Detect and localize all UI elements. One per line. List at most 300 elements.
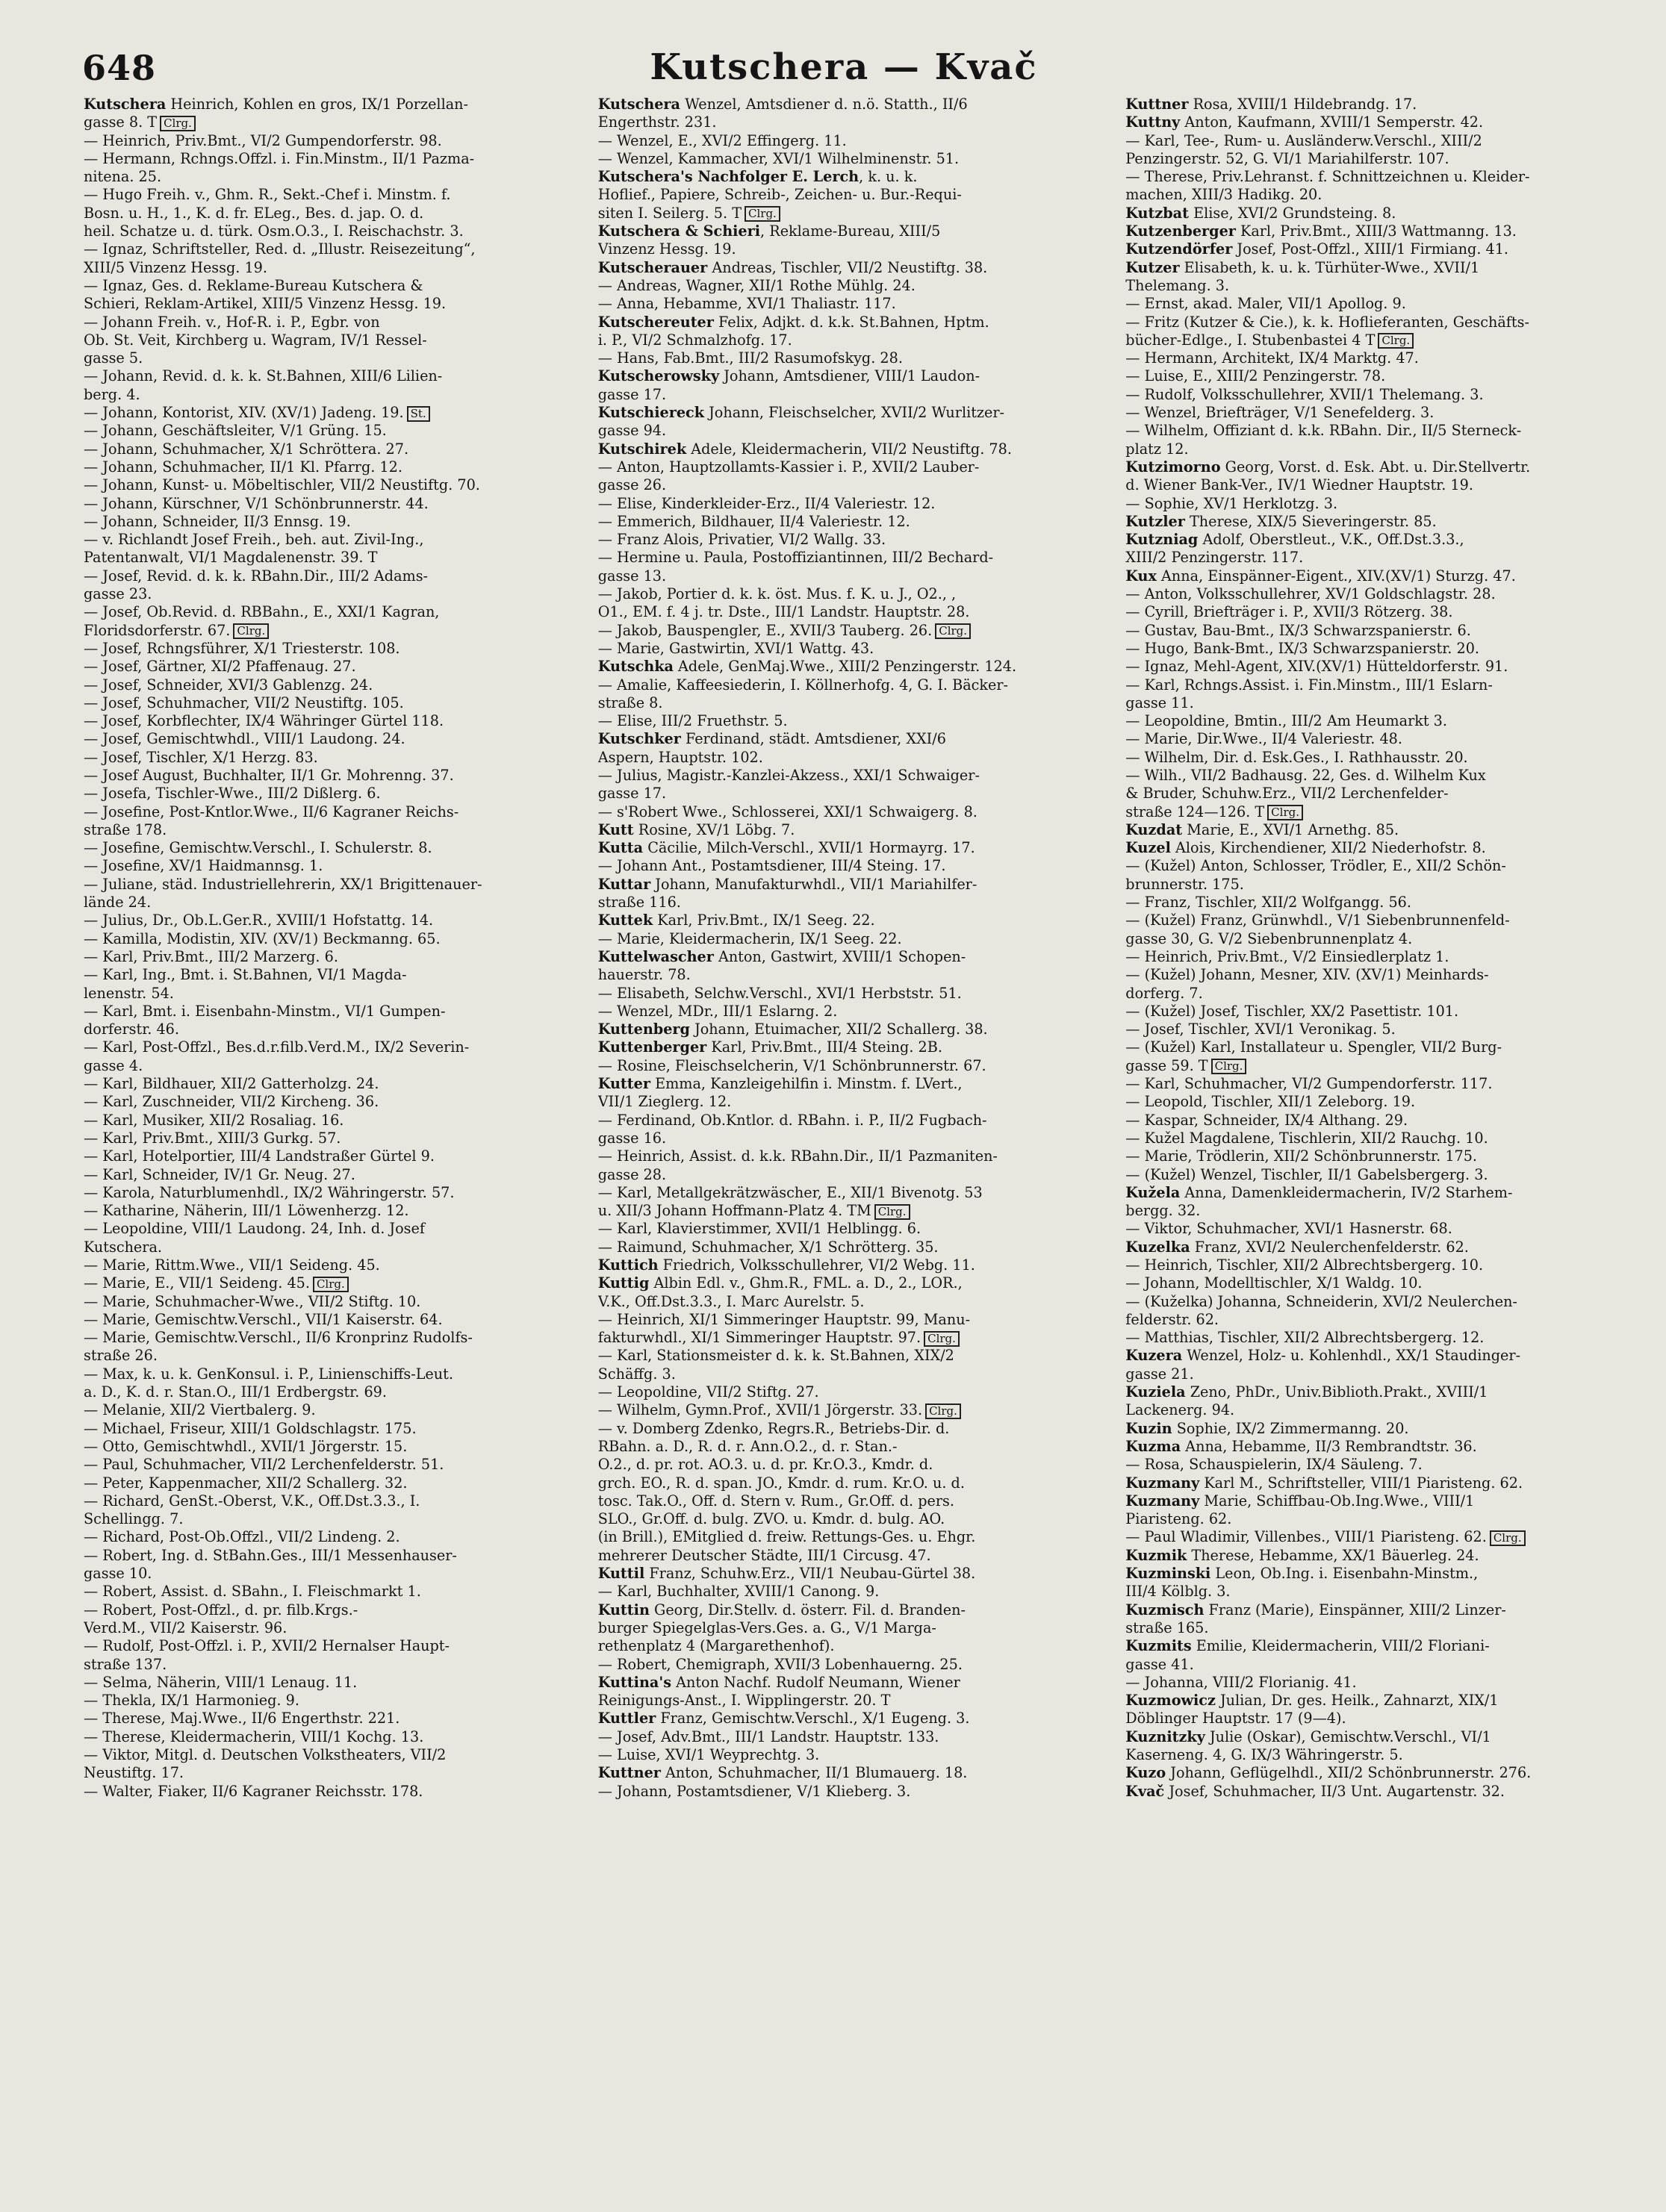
entry-line [1125,259,1622,277]
entry-line [1125,730,1622,748]
entry-text: — Josef, Ob.Revid. d. RBBahn., E., XXI/1 Kagran, [84,603,440,621]
entry-line [598,186,1108,204]
entry-text: — Josef, Gemischtwhdl., VIII/1 Laudong. 24. [84,730,405,748]
entry-text: — Robert, Post-Offzl., d. pr. filb.Krgs.- [84,1601,358,1619]
entry-text: — Jakob, Portier d. k. k. öst. Mus. f. K. u. J., O2., , [597,585,957,603]
entry-line [598,1710,1108,1727]
entry-text: dorferg. 7. [1125,984,1203,1002]
entry-text: — Heinrich, Priv.Bmt., V/2 Einsiedlerplatz 1. [1125,947,1449,965]
entry-line [1125,803,1622,821]
entry-line [84,1456,580,1474]
entry-text: mehrerer Deutscher Städte, III/1 Circusg. 47. [597,1546,931,1564]
entry-text: Anna, Einspänner-Eigent., XIV.(XV/1) Sturzg. 47. [1156,567,1516,585]
entry-headword: Kutzer [1125,258,1180,276]
entry-line [84,1311,580,1329]
entry-line [1125,531,1622,549]
entry-line [598,1147,1108,1165]
entry-text: gasse 21. [1125,1365,1194,1383]
entry-line [1125,694,1622,712]
entry-line [84,1075,580,1093]
entry-text: — Karl, Schneider, IV/1 Gr. Neug. 27. [84,1165,355,1183]
entry-line [1125,839,1622,857]
column-middle [598,96,1108,2186]
entry-text: Karl, Priv.Bmt., IX/1 Seeg. 22. [653,912,875,929]
entry-text: — Karl, Post-Offzl., Bes.d.r.filb.Verd.M., IX/2 Severin- [84,1038,470,1056]
entry-line [598,1202,1108,1220]
entry-text: — Josef, Schuhmacher, VII/2 Neustiftg. 105. [84,694,404,711]
entry-line [84,1038,580,1056]
running-head: Kutschera — Kvač [650,46,1038,88]
entry-line [1125,785,1622,803]
entry-text: — Selma, Näherin, VIII/1 Lenaug. 11. [84,1673,358,1691]
entry-text: — Karl, Bildhauer, XII/2 Gatterholzg. 24. [84,1075,379,1093]
entry-text: Schäffg. 3. [597,1365,676,1383]
entry-headword: Kux [1125,567,1157,585]
entry-line [1125,767,1622,785]
entry-text: Adele, Kleidermacherin, VII/2 Neustiftg. 78. [686,440,1012,458]
entry-text: Rosine, XV/1 Löbg. 7. [633,820,795,838]
entry-text: gasse 4. [84,1056,143,1074]
entry-line [598,349,1108,367]
entry-line [1125,404,1622,422]
entry-headword: Kutzler [1125,512,1185,530]
entry-text: — Heinrich, Priv.Bmt., VI/2 Gumpendorferstr. 98. [84,131,442,149]
columns [84,96,1622,2186]
entry-line [1125,168,1622,186]
entry-text: — Josef, Rchngsführer, X/1 Triesterstr. 108. [84,639,400,657]
entry-text: Franz, XVI/2 Neulerchenfelderstr. 62. [1190,1238,1469,1256]
entry-text: — Hermann, Architekt, IX/4 Marktg. 47. [1125,349,1419,367]
entry-text: Rosa, XVIII/1 Hildebrandg. 17. [1188,96,1417,113]
entry-text: straße 165. [1125,1619,1209,1636]
entry-text: — Robert, Assist. d. SBahn., I. Fleischmarkt 1. [84,1583,421,1601]
entry-text: Anton, Schuhmacher, II/1 Blumauerg. 18. [660,1764,968,1782]
entry-line [598,1383,1108,1401]
entry-text: — Karl, Ing., Bmt. i. St.Bahnen, VI/1 Magda- [84,966,407,984]
entry-line [598,1112,1108,1130]
entry-line [84,476,580,494]
entry-line [1125,367,1622,385]
entry-text: Ferdinand, städt. Amtsdiener, XXI/6 [680,730,946,748]
entry-headword: Kuzel [1125,839,1171,857]
entry-text: — Karl, Priv.Bmt., XIII/3 Gurkg. 57. [84,1129,341,1147]
entry-line [598,1075,1108,1093]
entry-line [1125,1710,1622,1727]
entry-line [84,440,580,458]
entry-text: — Wenzel, Briefträger, V/1 Senefelderg. 3. [1125,404,1435,422]
entry-text: — Viktor, Mitgl. d. Deutschen Volkstheaters, VII/2 [84,1746,447,1764]
entry-line [84,1656,580,1674]
entry-line [598,458,1108,476]
entry-text: — Rosa, Schauspielerin, IX/4 Säuleng. 7. [1125,1456,1423,1474]
entry-line [1125,1274,1622,1292]
entry-text: — Franz, Tischler, XII/2 Wolfgangg. 56. [1125,894,1411,912]
entry-line [84,839,580,857]
entry-text: — Cyrill, Briefträger i. P., XVII/3 Rötzerg. 38. [1125,603,1453,621]
entry-line [84,349,580,367]
entry-text: Friedrich, Volksschullehrer, VI/2 Webg. 11. [658,1256,975,1274]
entry-line [1125,1383,1622,1401]
entry-headword: Kuttenberger [597,1038,707,1056]
entry-text: — Josef August, Buchhalter, II/1 Gr. Mohrenng. 37. [84,766,454,784]
entry-line [84,767,580,785]
entry-line [1125,1528,1622,1546]
clearing-badge: Clrg. [874,1204,910,1220]
entry-line [1125,1692,1622,1710]
entry-line [598,1420,1108,1438]
entry-line [1125,495,1622,513]
entry-line [1125,1112,1622,1130]
entry-headword: Kutzbat [1125,204,1189,222]
entry-text: — Marie, Dir.Wwe., II/4 Valeriestr. 48. [1125,730,1402,748]
entry-text: — Josefine, XV/1 Haidmannsg. 1. [84,857,323,875]
entry-text: — Ferdinand, Ob.Kntlor. d. RBahn. i. P., II/2 Fugbach- [597,1111,987,1129]
entry-line [84,96,580,113]
entry-line [84,857,580,875]
entry-line [1125,603,1622,621]
entry-text: straße 178. [84,820,167,838]
entry-text: Elise, XVI/2 Grundsteing. 8. [1188,204,1396,222]
entry-text: — Hans, Fab.Bmt., III/2 Rasumofskyg. 28. [597,349,903,367]
entry-text: Aspern, Hauptstr. 102. [597,748,763,766]
entry-line [598,240,1108,258]
entry-text: felderstr. 62. [1125,1310,1219,1328]
entry-text: — Josef, Adv.Bmt., III/1 Landstr. Hauptstr. 133. [597,1727,939,1745]
entry-text: Felix, Adjkt. d. k.k. St.Bahnen, Hptm. [713,313,989,331]
entry-text: Albin Edl. v., Ghm.R., FML. a. D., 2., LOR., [649,1274,963,1292]
entry-line [598,1656,1108,1674]
entry-text: Franz, Schuhw.Erz., VII/1 Neubau-Gürtel 38. [644,1565,976,1583]
entry-text: — Anton, Hauptzollamts-Kassier i. P., XVII/2 Lauber- [597,458,980,476]
entry-line [598,1329,1108,1347]
entry-line [598,168,1108,186]
entry-text: Anna, Damenkleidermacherin, IV/2 Starhem- [1180,1183,1513,1201]
entry-text: — Rudolf, Volksschullehrer, XVII/1 Thelemang. 3. [1125,385,1484,403]
entry-text: — Elise, Kinderkleider-Erz., II/4 Valeriestr. 12. [597,494,936,512]
entry-text: siten I. Seilerg. 5. T [597,204,742,222]
entry-text: — Karl, Klavierstimmer, XVII/1 Helblingg. 6. [597,1220,921,1238]
entry-text: — Luise, E., XIII/2 Penzingerstr. 78. [1125,367,1386,385]
entry-text: — Elise, III/2 Fruethstr. 5. [597,712,788,730]
entry-text: Piaristeng. 62. [1125,1510,1232,1528]
entry-text: Wenzel, Amtsdiener d. n.ö. Statth., II/6 [680,96,968,113]
entry-text: grch. EO., R. d. span. JO., Kmdr. d. rum. Kr.O. u. d. [597,1474,965,1492]
entry-line [1125,1764,1622,1782]
entry-headword: Kutschera & Schieri [597,222,761,240]
entry-text: gasse 17. [597,785,667,803]
entry-text: straße 116. [597,894,681,912]
entry-headword: Kuzin [1125,1419,1172,1437]
entry-headword: Kuttner [597,1764,661,1782]
entry-headword: Kuzo [1125,1764,1166,1782]
entry-text: bergg. 32. [1125,1202,1201,1220]
entry-line [598,1057,1108,1075]
entry-line [84,1583,580,1601]
entry-line [1125,1256,1622,1274]
entry-line [84,803,580,821]
entry-line [598,314,1108,331]
entry-line [598,1184,1108,1202]
entry-line [598,495,1108,513]
entry-text: dorferstr. 46. [84,1021,179,1038]
entry-line [598,930,1108,948]
entry-text: VII/1 Zieglerg. 12. [597,1093,732,1111]
entry-text: gasse 16. [597,1129,667,1147]
entry-line [598,1528,1108,1546]
entry-line [598,785,1108,803]
entry-text: — Ignaz, Schriftsteller, Red. d. „Illustr. Reisezeitung“, [84,240,476,258]
entry-text: — Fritz (Kutzer & Cie.), k. k. Hoflieferanten, Geschäfts- [1125,313,1529,331]
entry-text: — Josef, Schneider, XVI/3 Gablenzg. 24. [84,676,373,694]
entry-line [84,694,580,712]
entry-text: Hoflief., Papiere, Schreib-, Zeichen- u. Bur.-Requi- [597,186,962,204]
entry-line [84,730,580,748]
entry-text: — Johanna, VIII/2 Florianig. 41. [1125,1673,1357,1691]
entry-line [598,1510,1108,1528]
entry-text: straße 8. [597,694,663,711]
entry-line [1125,821,1622,839]
entry-line [84,495,580,513]
entry-line [84,712,580,730]
entry-line [84,1147,580,1165]
entry-headword: Kutscherowsky [597,367,720,385]
entry-line [1125,1057,1622,1075]
entry-text: gasse 23. [84,585,152,603]
entry-text: Reinigungs-Anst., I. Wipplingerstr. 20. T [597,1692,891,1710]
entry-line [84,1202,580,1220]
entry-text: Engerthstr. 231. [597,113,717,131]
entry-line [1125,658,1622,676]
entry-line [1125,1637,1622,1655]
entry-text: — Johann, Schneider, II/3 Ennsg. 19. [84,512,351,530]
entry-text: — Karl, Priv.Bmt., III/2 Marzerg. 6. [84,947,338,965]
entry-line [598,894,1108,912]
clearing-badge: Clrg. [745,206,780,222]
entry-text: brunnerstr. 175. [1125,875,1244,893]
entry-line [84,1220,580,1238]
entry-text: Marie, Schiffbau-Ob.Ing.Wwe., VIII/1 [1199,1492,1475,1510]
entry-line [1125,240,1622,258]
entry-text: Johann, Etuimacher, XII/2 Schallerg. 38. [689,1021,988,1038]
entry-line [598,386,1108,404]
entry-text: , Reklame-Bureau, XIII/5 [760,222,941,240]
entry-line [1125,476,1622,494]
entry-line [598,622,1108,640]
entry-line [1125,1202,1622,1220]
entry-text: Franz, Gemischtw.Verschl., X/1 Eugeng. 3. [656,1710,970,1727]
entry-headword: Kuziela [1125,1383,1186,1401]
entry-line [598,113,1108,131]
entry-line [84,132,580,150]
entry-line [1125,985,1622,1003]
entry-line [1125,549,1622,567]
entry-text: — Marie, Gemischtw.Verschl., II/6 Kronprinz Rudolfs- [84,1329,473,1347]
entry-line [598,876,1108,894]
entry-text: — Hermann, Rchngs.Offzl. i. Fin.Minstm., II/1 Pazma- [84,149,475,167]
entry-line [598,549,1108,567]
entry-headword: Kutzendörfer [1125,240,1233,258]
entry-text: Kaserneng. 4, G. IX/3 Währingerstr. 5. [1125,1746,1403,1764]
entry-text: Anton, Kaufmann, XVIII/1 Semperstr. 42. [1180,113,1484,131]
entry-line [598,404,1108,422]
entry-line [1125,113,1622,131]
entry-line [598,712,1108,730]
entry-line [84,314,580,331]
entry-text: — Richard, Post-Ob.Offzl., VII/2 Lindeng. 2. [84,1528,400,1546]
entry-text: Patentanwalt, VI/1 Magdalenenstr. 39. T [84,549,378,567]
entry-text: — Johann, Modelltischler, X/1 Waldg. 10. [1125,1274,1423,1292]
entry-text: — Karl, Rchngs.Assist. i. Fin.Minstm., III/1 Eslarn- [1125,676,1493,694]
entry-text: i. P., VI/2 Schmalzhofg. 17. [597,331,792,349]
entry-line [84,150,580,168]
entry-text: Therese, Hebamme, XX/1 Bäuerleg. 24. [1187,1546,1479,1564]
entry-line [84,1746,580,1764]
entry-line [84,240,580,258]
entry-text: Emilie, Kleidermacherin, VIII/2 Floriani- [1191,1637,1490,1655]
entry-text: lenenstr. 54. [84,984,174,1002]
entry-headword: Kutschka [597,658,674,676]
entry-text: tosc. Tak.O., Off. d. Stern v. Rum., Gr.Off. d. pers. [597,1492,955,1510]
entry-text: — Wilhelm, Offiziant d. k.k. RBahn. Dir., II/5 Sterneck- [1125,422,1522,440]
entry-headword: Kužela [1125,1183,1181,1201]
entry-line [84,259,580,277]
entry-line [1125,440,1622,458]
entry-text: gasse 41. [1125,1655,1194,1673]
entry-text: Anton, Gastwirt, XVIII/1 Schopen- [713,947,966,965]
entry-line [1125,1619,1622,1637]
entry-headword: Kutt [597,820,634,838]
entry-text: XIII/2 Penzingerstr. 117. [1125,549,1304,567]
entry-headword: Kutzenberger [1125,222,1236,240]
entry-line [1125,1075,1622,1093]
entry-line [598,749,1108,767]
entry-line [1125,1347,1622,1365]
entry-text: — Johann, Kürschner, V/1 Schönbrunnerstr. 44. [84,494,429,512]
entry-line [1125,1184,1622,1202]
entry-line [84,658,580,676]
entry-text: Franz (Marie), Einspänner, XIII/2 Linzer- [1204,1601,1506,1619]
entry-line [84,1365,580,1383]
entry-text: — Marie, Rittm.Wwe., VII/1 Seideng. 45. [84,1256,380,1274]
entry-text: gasse 11. [1125,694,1194,711]
entry-line [84,1130,580,1147]
entry-text: — Josef, Gärtner, XI/2 Pfaffenaug. 27. [84,658,356,676]
entry-line [84,1565,580,1583]
entry-line [1125,1565,1622,1583]
entry-text: — Juliane, städ. Industriellehrerin, XX/1 Brigittenauer- [84,875,482,893]
entry-text: — Heinrich, XI/1 Simmeringer Hauptstr. 99, Manu- [597,1310,971,1328]
entry-line [1125,640,1622,658]
entry-line [598,531,1108,549]
entry-line [1125,1674,1622,1692]
entry-line [598,1456,1108,1474]
entry-text: Adolf, Oberstleut., V.K., Off.Dst.3.3., [1198,531,1464,549]
entry-line [1125,1147,1622,1165]
entry-line [598,1293,1108,1311]
entry-line [84,676,580,694]
entry-text: V.K., Off.Dst.3.3., I. Marc Aurelstr. 5. [597,1292,865,1310]
entry-line [84,1347,580,1365]
entry-text: gasse 8. T [84,113,158,131]
entry-line [598,295,1108,313]
entry-text: — Ignaz, Mehl-Agent, XIV.(XV/1) Hütteldorferstr. 91. [1125,658,1508,676]
entry-text: — Karl, Zuschneider, VII/2 Kircheng. 36. [84,1093,379,1111]
entry-text: Zeno, PhDr., Univ.Biblioth.Prakt., XVIII/1 [1185,1383,1488,1401]
entry-text: — Johann, Revid. d. k. k. St.Bahnen, XIII/6 Lilien- [84,367,443,385]
entry-line [84,422,580,440]
entry-line [598,640,1108,658]
entry-headword: Kuttenberg [597,1021,690,1038]
entry-text: Heinrich, Kohlen en gros, IX/1 Porzellan- [166,96,468,113]
entry-line [1125,1401,1622,1419]
entry-line [84,948,580,966]
entry-line [598,1565,1108,1583]
entry-line [1125,1239,1622,1256]
entry-line [598,1674,1108,1692]
entry-text: — (Kužel) Anton, Schlosser, Trödler, E., XII/2 Schön- [1125,857,1506,875]
entry-line [598,1021,1108,1038]
entry-line [598,277,1108,295]
entry-text: — Kamilla, Modistin, XIV. (XV/1) Beckmanng. 65. [84,929,441,947]
entry-line [1125,513,1622,531]
entry-text: — Marie, Schuhmacher-Wwe., VII/2 Stiftg. 10. [84,1292,421,1310]
entry-text: u. XII/3 Johann Hoffmann-Platz 4. TM [597,1202,871,1220]
entry-text: — Josef, Revid. d. k. k. RBahn.Dir., III/2 Adams- [84,567,429,585]
entry-text: Elisabeth, k. u. k. Türhüter-Wwe., XVII/1 [1179,258,1480,276]
entry-text: Verd.M., VII/2 Kaiserstr. 96. [84,1619,287,1636]
entry-line [1125,314,1622,331]
column-left [84,96,580,2186]
entry-text: — Marie, Trödlerin, XII/2 Schönbrunnerstr. 175. [1125,1147,1478,1165]
entry-line [598,132,1108,150]
entry-text: — Otto, Gemischtwhdl., XVII/1 Jörgerstr. 15. [84,1437,408,1455]
entry-text: Floridsdorferstr. 67. [84,621,231,639]
entry-line [598,1728,1108,1746]
entry-line [598,331,1108,349]
entry-line [598,767,1108,785]
entry-line [598,585,1108,603]
entry-line [84,277,580,295]
entry-text: Julie (Oskar), Gemischtw.Verschl., VI/1 [1205,1727,1491,1745]
entry-line [598,367,1108,385]
entry-text: Karl M., Schriftsteller, VIII/1 Piaristeng. 62. [1199,1474,1523,1492]
entry-text: Döblinger Hauptstr. 17 (9—4). [1125,1710,1346,1727]
entry-text: gasse 28. [597,1165,667,1183]
entry-headword: Kuzelka [1125,1238,1190,1256]
entry-text: gasse 26. [597,476,667,494]
entry-line [84,1003,580,1021]
entry-text: straße 124—126. T [1125,803,1265,820]
column-right [1125,96,1622,2186]
entry-text: — Richard, GenSt.-Oberst, V.K., Off.Dst.3.3., I. [84,1492,420,1510]
entry-text: — Marie, Gastwirtin, XVI/1 Wattg. 43. [597,639,874,657]
entry-line [598,1038,1108,1056]
entry-line [84,1528,580,1546]
entry-headword: Kuttner [1125,96,1189,113]
entry-headword: Kutzniag [1125,531,1199,549]
clearing-badge: Clrg. [160,116,196,131]
entry-text: Adele, GenMaj.Wwe., XIII/2 Penzingerstr. 124. [673,658,1017,676]
entry-text: — Josefa, Tischler-Wwe., III/2 Dißlerg. 6. [84,785,381,803]
entry-line [598,803,1108,821]
entry-line [1125,912,1622,929]
entry-text: Therese, XIX/5 Sieveringerstr. 85. [1184,512,1437,530]
entry-line [598,476,1108,494]
entry-text: Lackenerg. 94. [1125,1401,1235,1419]
entry-line [84,966,580,984]
entry-text: — Paul Wladimir, Villenbes., VIII/1 Piaristeng. 62. [1125,1528,1487,1546]
entry-line [84,1329,580,1347]
